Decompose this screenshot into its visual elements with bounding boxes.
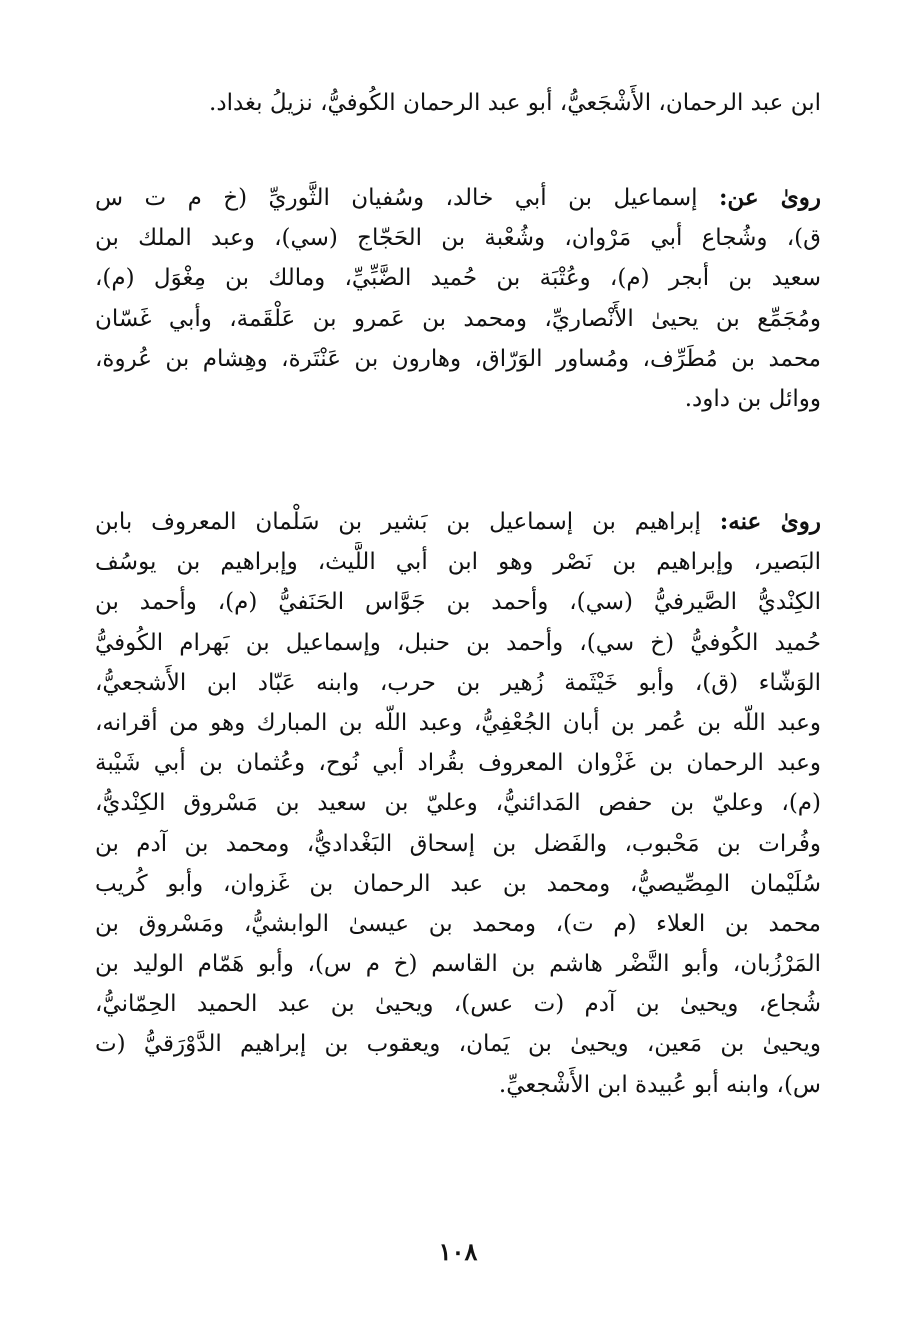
text-line-content: إسماعيل بن أبي خالد، وسُفيان الثَّوريِّ (خ م ت س — [95, 185, 698, 211]
text-line — [95, 502, 821, 542]
text-line: ووائل بن داود. — [684, 385, 821, 412]
text-line: الكِنْديُّ الصَّيرفيُّ (سي)، وأحمد بن جَوَّاس الحَنَفيُّ (م)، وأحمد بن — [95, 589, 821, 616]
document-page — [95, 0, 821, 1342]
text-line: حُميد الكُوفيُّ (خ سي)، وأحمد بن حنبل، وإسماعيل بن بَهرام الكُوفيُّ — [95, 629, 821, 656]
text-line: البَصير، وإبراهيم بن نَصْر وهو ابن أبي اللَّيث، وإبراهيم بن يوسُف — [95, 549, 821, 576]
text-line: محمد بن العلاء (م ت)، ومحمد بن عيسىٰ الوابشيُّ، ومَسْروق بن — [95, 910, 821, 937]
text-line: ابن عبد الرحمان، الأَشْجَعيُّ، أبو عبد الرحمان الكُوفيُّ، نزيلُ بغداد. — [209, 90, 821, 116]
text-line: ويحيىٰ بن مَعين، ويحيىٰ بن يَمان، ويعقوب بن إبراهيم الدَّوْرَقيُّ (ت — [95, 1031, 821, 1058]
text-line-content: إبراهيم بن إسماعيل بن بَشير بن سَلْمان المعروف بابن — [95, 509, 701, 535]
text-line: وفُرات بن مَحْبوب، والفَضل بن إسحاق البَغْداديُّ، ومحمد بن آدم بن — [95, 830, 821, 857]
intro-paragraph — [95, 83, 821, 123]
text-line: المَرْزُبان، وأبو النَّضْر هاشم بن القاسم (خ م س)، وأبو هَمّام الوليد بن — [95, 951, 821, 978]
text-line: س)، وابنه أبو عُبيدة ابن الأَشْجعيِّ. — [498, 1071, 821, 1098]
text-line: محمد بن مُطَرِّف، ومُساور الوَرّاق، وهارون بن عَنْتَرة، وهِشام بن عُروة، — [95, 345, 821, 372]
text-line — [95, 178, 821, 218]
text-line: ق)، وشُجاع أبي مَرْوان، وشُعْبة بن الحَجّاج (سي)، وعبد الملك بن — [95, 225, 821, 252]
narrated-by-paragraph — [95, 502, 821, 1105]
text-line: سعيد بن أبجر (م)، وعُتْبَة بن حُميد الضَّبِّيِّ، ومالك بن مِغْوَل (م)، — [95, 265, 821, 292]
narrated-from-paragraph — [95, 178, 821, 419]
text-line: وعبد اللّه بن عُمر بن أبان الجُعْفِيُّ، وعبد اللّه بن المبارك وهو من أقرانه، — [95, 709, 821, 736]
text-line: ومُجَمِّع بن يحيىٰ الأَنْصاريِّ، ومحمد بن عَمرو بن عَلْقَمة، وأبي غَسّان — [95, 305, 821, 332]
text-line: سُلَيْمان المِصِّيصيُّ، ومحمد بن عبد الرحمان بن غَزوان، وأبو كُريب — [95, 870, 821, 897]
text-line: وعبد الرحمان بن غَزْوان المعروف بقُراد أبي نُوح، وعُثمان بن أبي شَيْبة — [95, 750, 821, 777]
text-line: شُجاع، ويحيىٰ بن آدم (ت عس)، ويحيىٰ بن عبد الحميد الحِمّانيُّ، — [95, 991, 821, 1018]
narrated-from-heading: روىٰ عن: — [718, 184, 821, 211]
page-number: ١٠٨ — [438, 1237, 478, 1266]
text-line: (م)، وعليّ بن حفص المَدائنيُّ، وعليّ بن سعيد بن مَسْروق الكِنْديُّ، — [95, 790, 821, 817]
narrated-by-heading: روىٰ عنه: — [719, 508, 821, 535]
text-line: الوَشّاء (ق)، وأبو خَيْثَمة زُهير بن حرب، وابنه عَبّاد ابن الأَشجعيُّ، — [95, 669, 821, 696]
